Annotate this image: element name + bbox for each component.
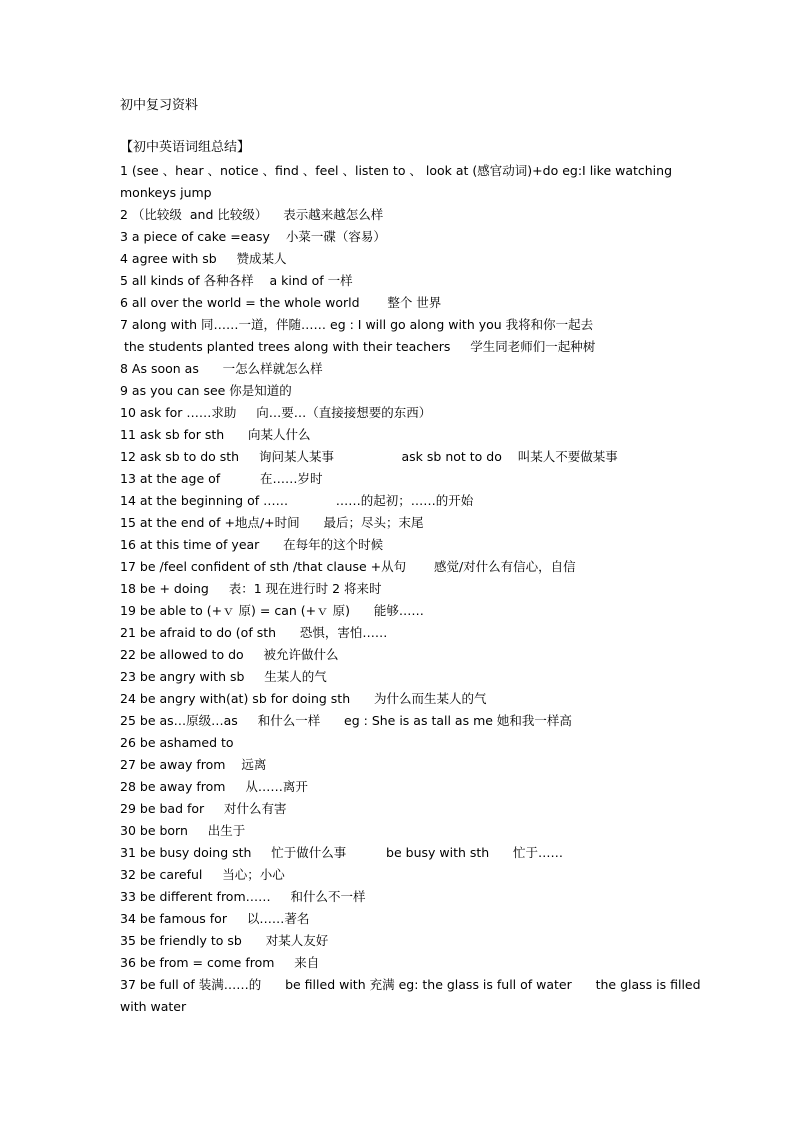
phrase-line: 16 at this time of year 在每年的这个时候	[120, 537, 384, 552]
phrase-line: 18 be + doing 表：1 现在进行时 2 将来时	[120, 581, 382, 596]
phrase-line: 23 be angry with sb 生某人的气	[120, 669, 327, 684]
phrase-line: 3 a piece of cake =easy 小菜一碟（容易）	[120, 229, 386, 244]
phrase-line: 10 ask for ……求助 向…要…（直接接想要的东西）	[120, 405, 432, 420]
phrase-line: 12 ask sb to do sth 询问某人某事 ask sb not to do 叫某人不要做某事	[120, 449, 618, 464]
phrase-line: 14 at the beginning of …… ……的起初；……的开始	[120, 493, 474, 508]
phrase-line: 15 at the end of +地点/+时间 最后；尽头；末尾	[120, 515, 424, 530]
phrase-line: 17 be /feel confident of sth /that clause +从句 感觉/对什么有信心，自信	[120, 559, 576, 574]
phrase-line: 24 be angry with(at) sb for doing sth 为什么而生某人的气	[120, 691, 487, 706]
phrase-line: 33 be different from…… 和什么不一样	[120, 889, 366, 904]
phrase-line: 31 be busy doing sth 忙于做什么事 be busy with sth 忙于……	[120, 845, 564, 860]
phrase-line: 2 （比较级 and 比较级） 表示越来越怎么样	[120, 207, 384, 222]
phrase-line: 22 be allowed to do 被允许做什么	[120, 647, 339, 662]
phrase-line: the students planted trees along with their teachers 学生同老师们一起种树	[120, 339, 596, 354]
phrase-line: 34 be famous for 以……著名	[120, 911, 310, 926]
phrase-line: 1 (see 、hear 、notice 、find 、feel 、listen to 、 look at (感官动词)+do eg:I like watching monkeys jump	[120, 163, 676, 200]
phrase-line: 4 agree with sb 赞成某人	[120, 251, 287, 266]
phrase-line: 21 be afraid to do (of sth 恐惧，害怕……	[120, 625, 388, 640]
phrase-line: 8 As soon as 一怎么样就怎么样	[120, 361, 323, 376]
phrase-line: 7 along with 同……一道，伴随…… eg : I will go along with you 我将和你一起去	[120, 317, 594, 332]
document-page	[120, 96, 710, 1018]
phrase-line: 37 be full of 装满……的 be filled with 充满 eg: the glass is full of water the glass is filled with water	[120, 977, 705, 1014]
phrase-line: 36 be from = come from 来自	[120, 955, 320, 970]
phrase-line: 26 be ashamed to	[120, 735, 234, 750]
phrase-line: 6 all over the world = the whole world 整个 世界	[120, 295, 442, 310]
phrase-line: 30 be born 出生于	[120, 823, 246, 838]
phrase-line: 19 be able to (+ｖ 原) = can (+ｖ 原) 能够……	[120, 603, 424, 618]
phrase-line: 9 as you can see 你是知道的	[120, 383, 292, 398]
section-title: 【初中英语词组总结】	[120, 140, 251, 155]
phrase-line: 25 be as…原级…as 和什么一样 eg : She is as tall as me 她和我一样高	[120, 713, 572, 728]
phrase-list	[120, 160, 710, 1018]
phrase-line: 32 be careful 当心；小心	[120, 867, 285, 882]
phrase-line: 5 all kinds of 各种各样 a kind of 一样	[120, 273, 353, 288]
phrase-line: 11 ask sb for sth 向某人什么	[120, 427, 311, 442]
phrase-line: 28 be away from 从……离开	[120, 779, 308, 794]
phrase-line: 35 be friendly to sb 对某人友好	[120, 933, 329, 948]
phrase-line: 29 be bad for 对什么有害	[120, 801, 287, 816]
phrase-line: 13 at the age of 在……岁时	[120, 471, 323, 486]
document-title: 初中复习资料	[120, 98, 199, 113]
phrase-line: 27 be away from 远离	[120, 757, 267, 772]
